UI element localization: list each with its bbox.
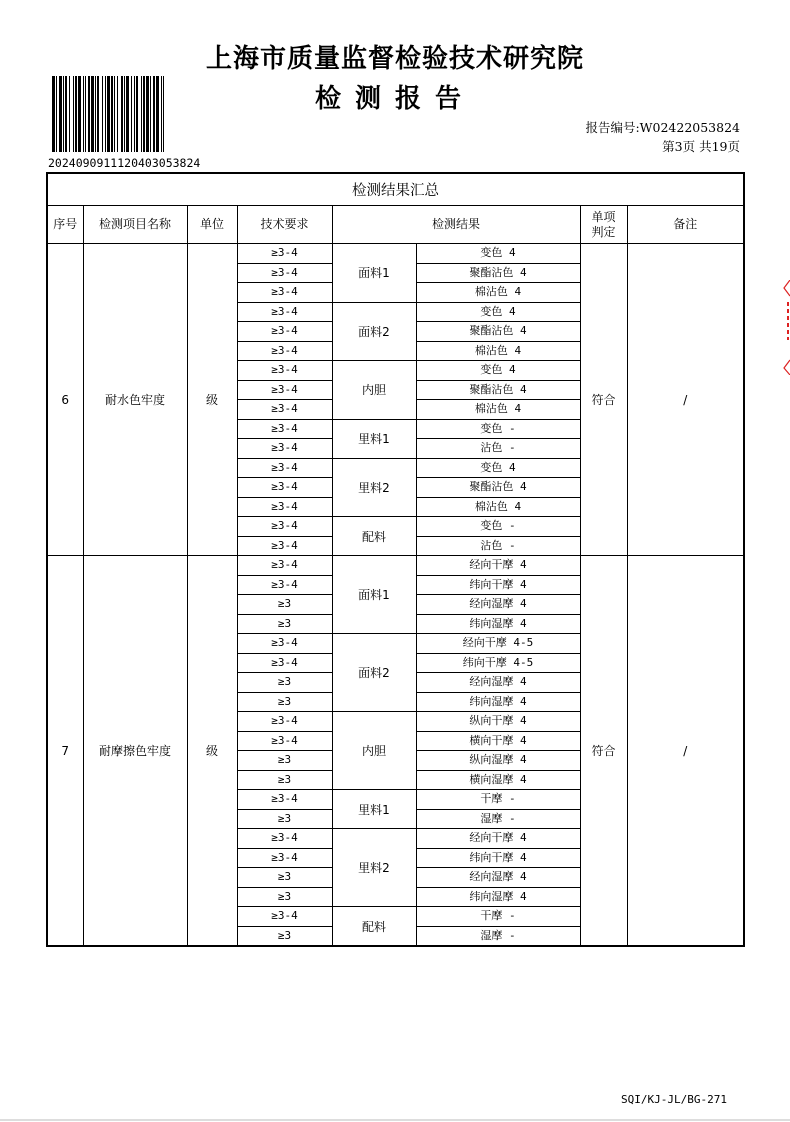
- cell-item: 耐摩擦色牢度: [83, 556, 187, 947]
- cell-result: 聚酯沾色 4: [416, 263, 580, 283]
- header-judgement-text: 单项判定: [591, 209, 616, 239]
- cell-unit: 级: [187, 244, 237, 556]
- cell-requirement: ≥3-4: [237, 302, 332, 322]
- table-row: [47, 244, 744, 264]
- cell-unit: 级: [187, 556, 237, 947]
- results-body: [47, 244, 744, 947]
- cell-requirement: ≥3-4: [237, 419, 332, 439]
- header-requirement: 技术要求: [237, 206, 332, 244]
- cell-requirement: ≥3-4: [237, 439, 332, 459]
- cell-result: 聚酯沾色 4: [416, 322, 580, 342]
- cell-material: 面料2: [332, 302, 416, 361]
- barcode-bar: [114, 76, 115, 152]
- stamp-edge-mark: [782, 280, 790, 375]
- cell-requirement: ≥3-4: [237, 380, 332, 400]
- cell-result: 聚酯沾色 4: [416, 478, 580, 498]
- barcode-bar: [63, 76, 64, 152]
- cell-requirement: ≥3-4: [237, 712, 332, 732]
- cell-requirement: ≥3-4: [237, 283, 332, 303]
- cell-result: 棉沾色 4: [416, 341, 580, 361]
- barcode-bar: [111, 76, 113, 152]
- cell-requirement: ≥3: [237, 926, 332, 946]
- cell-requirement: ≥3-4: [237, 556, 332, 576]
- cell-requirement: ≥3: [237, 614, 332, 634]
- cell-result: 变色 -: [416, 419, 580, 439]
- cell-requirement: ≥3: [237, 887, 332, 907]
- barcode-bar: [153, 76, 155, 152]
- cell-result: 经向湿摩 4: [416, 868, 580, 888]
- barcode-bar: [78, 76, 81, 152]
- cell-requirement: ≥3-4: [237, 829, 332, 849]
- org-title: 上海市质量监督检验技术研究院: [205, 44, 584, 74]
- form-code: SQI/KJ-JL/BG-271: [621, 1093, 727, 1106]
- cell-result: 经向干摩 4: [416, 556, 580, 576]
- barcode-bar: [83, 76, 84, 152]
- cell-result: 棉沾色 4: [416, 400, 580, 420]
- report-number: 报告编号:W02422053824: [585, 120, 740, 135]
- cell-remark: /: [627, 556, 744, 947]
- cell-result: 变色 4: [416, 302, 580, 322]
- cell-result: 纵向湿摩 4: [416, 751, 580, 771]
- cell-result: 纬向湿摩 4: [416, 614, 580, 634]
- cell-result: 变色 4: [416, 361, 580, 381]
- cell-material: 里料1: [332, 790, 416, 829]
- barcode-bar: [73, 76, 74, 152]
- barcode-bar: [131, 76, 132, 152]
- cell-result: 变色 4: [416, 244, 580, 264]
- header-item: 检测项目名称: [83, 206, 187, 244]
- barcode-bar: [143, 76, 145, 152]
- cell-result: 沾色 -: [416, 439, 580, 459]
- cell-requirement: ≥3-4: [237, 361, 332, 381]
- cell-result: 棉沾色 4: [416, 497, 580, 517]
- cell-result: 经向干摩 4-5: [416, 634, 580, 654]
- cell-material: 里料2: [332, 829, 416, 907]
- cell-seq: 6: [47, 244, 83, 556]
- barcode-bar: [65, 76, 67, 152]
- cell-material: 里料1: [332, 419, 416, 458]
- barcode-bar: [97, 76, 99, 152]
- page-bottom-rule: [0, 1119, 790, 1121]
- header-remark: 备注: [627, 206, 744, 244]
- cell-requirement: ≥3: [237, 809, 332, 829]
- cell-remark: /: [627, 244, 744, 556]
- cell-requirement: ≥3-4: [237, 848, 332, 868]
- cell-judge: 符合: [580, 244, 627, 556]
- barcode-bar: [91, 76, 94, 152]
- cell-requirement: ≥3: [237, 770, 332, 790]
- cell-result: 变色 4: [416, 458, 580, 478]
- cell-result: 聚酯沾色 4: [416, 380, 580, 400]
- cell-requirement: ≥3: [237, 751, 332, 771]
- cell-requirement: ≥3-4: [237, 497, 332, 517]
- barcode-bar: [59, 76, 62, 152]
- barcode-bar: [75, 76, 77, 152]
- barcode-bar: [105, 76, 106, 152]
- cell-requirement: ≥3-4: [237, 400, 332, 420]
- barcode-bar: [134, 76, 135, 152]
- barcode-number: 2024090911120403053824: [48, 156, 201, 170]
- cell-requirement: ≥3-4: [237, 263, 332, 283]
- barcode-bar: [102, 76, 103, 152]
- cell-requirement: ≥3-4: [237, 653, 332, 673]
- cell-requirement: ≥3-4: [237, 731, 332, 751]
- cell-seq: 7: [47, 556, 83, 947]
- cell-result: 湿摩 -: [416, 926, 580, 946]
- barcode-bar: [156, 76, 159, 152]
- barcode-bar: [69, 76, 70, 152]
- barcode-bar: [136, 76, 138, 152]
- cell-requirement: ≥3-4: [237, 907, 332, 927]
- cell-item: 耐水色牢度: [83, 244, 187, 556]
- cell-result: 横向湿摩 4: [416, 770, 580, 790]
- cell-requirement: ≥3: [237, 692, 332, 712]
- barcode-bar: [88, 76, 90, 152]
- results-table: [46, 172, 745, 947]
- cell-requirement: ≥3-4: [237, 478, 332, 498]
- cell-result: 纬向湿摩 4: [416, 692, 580, 712]
- cell-requirement: ≥3-4: [237, 634, 332, 654]
- cell-requirement: ≥3-4: [237, 244, 332, 264]
- cell-result: 纬向湿摩 4: [416, 887, 580, 907]
- cell-result: 变色 -: [416, 517, 580, 537]
- cell-requirement: ≥3: [237, 595, 332, 615]
- barcode-bar: [52, 76, 55, 152]
- cell-result: 纬向干摩 4: [416, 575, 580, 595]
- barcode-bar: [146, 76, 149, 152]
- cell-material: 配料: [332, 517, 416, 556]
- cell-material: 内胆: [332, 712, 416, 790]
- cell-result: 棉沾色 4: [416, 283, 580, 303]
- barcode-bar: [85, 76, 86, 152]
- cell-result: 横向干摩 4: [416, 731, 580, 751]
- barcode-bar: [141, 76, 142, 152]
- cell-material: 面料1: [332, 556, 416, 634]
- page-info: 第3页 共19页: [662, 139, 740, 154]
- cell-requirement: ≥3-4: [237, 322, 332, 342]
- barcode-bar: [107, 76, 110, 152]
- cell-requirement: ≥3-4: [237, 517, 332, 537]
- cell-requirement: ≥3-4: [237, 790, 332, 810]
- barcode-bar: [163, 76, 164, 152]
- cell-judge: 符合: [580, 556, 627, 947]
- cell-result: 纵向干摩 4: [416, 712, 580, 732]
- cell-result: 沾色 -: [416, 536, 580, 556]
- cell-requirement: ≥3-4: [237, 458, 332, 478]
- barcode-bar: [95, 76, 96, 152]
- header-judgement: [580, 206, 627, 244]
- cell-result: 经向湿摩 4: [416, 673, 580, 693]
- table-row: [47, 556, 744, 576]
- cell-requirement: ≥3-4: [237, 575, 332, 595]
- cell-material: 里料2: [332, 458, 416, 517]
- cell-result: 干摩 -: [416, 790, 580, 810]
- barcode-bar: [56, 76, 57, 152]
- cell-result: 湿摩 -: [416, 809, 580, 829]
- header-unit: 单位: [187, 206, 237, 244]
- cell-requirement: ≥3: [237, 868, 332, 888]
- header-seq: 序号: [47, 206, 83, 244]
- cell-material: 配料: [332, 907, 416, 947]
- cell-requirement: ≥3-4: [237, 341, 332, 361]
- cell-requirement: ≥3-4: [237, 536, 332, 556]
- barcode-bar: [124, 76, 125, 152]
- cell-material: 面料1: [332, 244, 416, 303]
- barcode-bar: [150, 76, 151, 152]
- barcode-bar: [121, 76, 123, 152]
- cell-result: 干摩 -: [416, 907, 580, 927]
- cell-result: 经向干摩 4: [416, 829, 580, 849]
- header-result: 检测结果: [332, 206, 580, 244]
- barcode-bar: [117, 76, 118, 152]
- barcode-bar: [161, 76, 162, 152]
- cell-result: 纬向干摩 4: [416, 848, 580, 868]
- cell-result: 经向湿摩 4: [416, 595, 580, 615]
- cell-material: 内胆: [332, 361, 416, 420]
- cell-requirement: ≥3: [237, 673, 332, 693]
- barcode-image: [52, 76, 198, 152]
- cell-material: 面料2: [332, 634, 416, 712]
- barcode-bar: [126, 76, 129, 152]
- cell-result: 纬向干摩 4-5: [416, 653, 580, 673]
- doc-title: 检测报告: [314, 84, 475, 114]
- table-caption: 检测结果汇总: [47, 173, 744, 206]
